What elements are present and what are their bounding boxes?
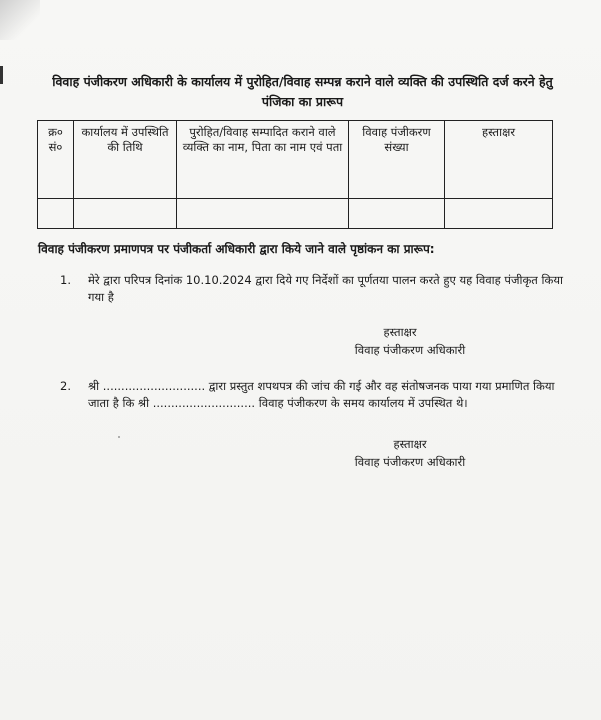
table-cell — [349, 199, 445, 229]
signature-label-1: हस्ताक्षर — [383, 325, 417, 339]
list-item-2 — [60, 378, 570, 412]
attendance-register-table — [37, 120, 553, 229]
table-header-row — [38, 121, 553, 199]
table-cell — [38, 199, 74, 229]
col-header-priest-details: पुरोहित/विवाह सम्पादित कराने वाले व्यक्ति का नाम, पिता का नाम एवं पता — [177, 121, 349, 199]
item-text: मेरे द्वारा परिपत्र दिनांक 10.10.2024 द्वारा दिये गए निर्देशों का पूर्णतया पालन करते हुए यह विवाह पंजीकृत किया गया है — [88, 273, 563, 304]
table-cell — [177, 199, 349, 229]
table-row — [38, 199, 553, 229]
col-header-date: कार्यालय में उपस्थिति की तिथि — [74, 121, 177, 199]
document-title: विवाह पंजीकरण अधिकारी के कार्यालय में पुरोहित/विवाह सम्पन्न कराने वाले व्यक्ति की उपस्थिति दर्ज करने हेतु पंजिका का प्रारूप — [52, 74, 553, 109]
item-number: 1. — [60, 273, 71, 287]
signature-label-2: हस्ताक्षर — [393, 437, 427, 451]
item-number: 2. — [60, 379, 71, 393]
col-header-registration-number: विवाह पंजीकरण संख्या — [349, 121, 445, 199]
edge-mark — [0, 66, 3, 84]
col-header-signature: हस्ताक्षर — [445, 121, 553, 199]
signature-title-2: विवाह पंजीकरण अधिकारी — [354, 455, 466, 469]
paper-speck — [118, 436, 120, 438]
col-header-serial: क्र० सं० — [38, 121, 74, 199]
page-corner-shadow — [0, 0, 40, 40]
table-cell — [445, 199, 553, 229]
item-text: श्री ............................ द्वारा प्रस्तुत शपथपत्र की जांच की गई और वह संतोषजनक पाया गया प्रमाणित किया जाता है कि श्री ............................ विवाह पंजीकरण के समय कार्यालय में उपस्थित थे। — [88, 379, 555, 410]
signature-title-1: विवाह पंजीकरण अधिकारी — [354, 343, 466, 357]
list-item-1 — [60, 272, 570, 306]
table-cell — [74, 199, 177, 229]
endorsement-heading: विवाह पंजीकरण प्रमाणपत्र पर पंजीकर्ता अधिकारी द्वारा किये जाने वाले पृष्ठांकन का प्रारूप: — [38, 242, 435, 256]
